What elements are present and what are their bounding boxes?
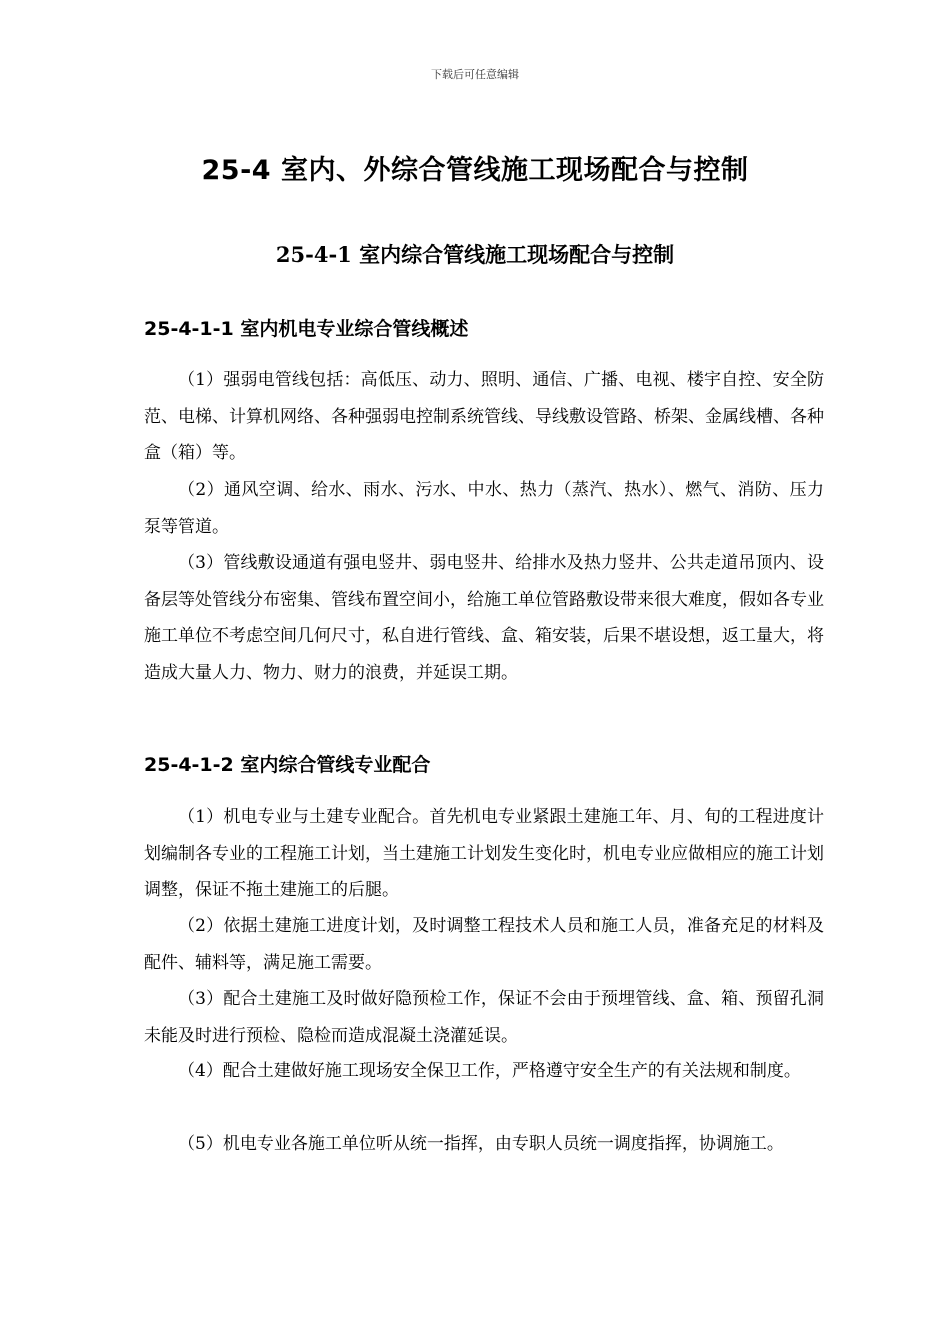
paragraph: （2）依据土建施工进度计划，及时调整工程技术人员和施工人员，准备充足的材料及配件、辅料等，满足施工需要。 [144,916,824,973]
paragraph: （3）管线敷设通道有强电竖井、弱电竖井、给排水及热力竖井、公共走道吊顶内、设备层等处管线分布密集、管线布置空间小，给施工单位管路敷设带来很大难度，假如各专业施工单位不考虑空间几何尺寸，私自进行管线、盒、箱安装，后果不堪设想，返工量大，将造成大量人力、物力、财力的浪费，并延误工期。 [144,553,824,683]
paragraph: （4）配合土建做好施工现场安全保卫工作，严格遵守安全生产的有关法规和制度。 [178,1061,801,1081]
document-subtitle: 25-4-1 室内综合管线施工现场配合与控制 [275,242,675,267]
paragraph: （1）机电专业与土建专业配合。首先机电专业紧跟土建施工年、月、旬的工程进度计划编制各专业的工程施工计划，当土建施工计划发生变化时，机电专业应做相应的施工计划调整，保证不拖土建施工的后腿。 [144,807,824,900]
paragraph: （5）机电专业各施工单位听从统一指挥，由专职人员统一调度指挥，协调施工。 [178,1134,784,1154]
document-title: 25-4 室内、外综合管线施工现场配合与控制 [201,155,749,186]
paragraph: （1）强弱电管线包括：高低压、动力、照明、通信、广播、电视、楼宇自控、安全防范、电梯、计算机网络、各种强弱电控制系统管线、导线敷设管路、桥架、金属线槽、各种盒（箱）等。 [144,370,824,463]
paragraph: （3）配合土建施工及时做好隐预检工作，保证不会由于预埋管线、盒、箱、预留孔洞未能及时进行预检、隐检而造成混凝土浇灌延误。 [144,989,824,1046]
paragraph: （2）通风空调、给水、雨水、污水、中水、热力（蒸汽、热水）、燃气、消防、压力泵等管道。 [144,480,824,537]
section-heading-overview: 25-4-1-1 室内机电专业综合管线概述 [144,318,469,340]
header-note: 下载后可任意编辑 [431,68,519,81]
section-heading-coordination: 25-4-1-2 室内综合管线专业配合 [144,754,431,776]
